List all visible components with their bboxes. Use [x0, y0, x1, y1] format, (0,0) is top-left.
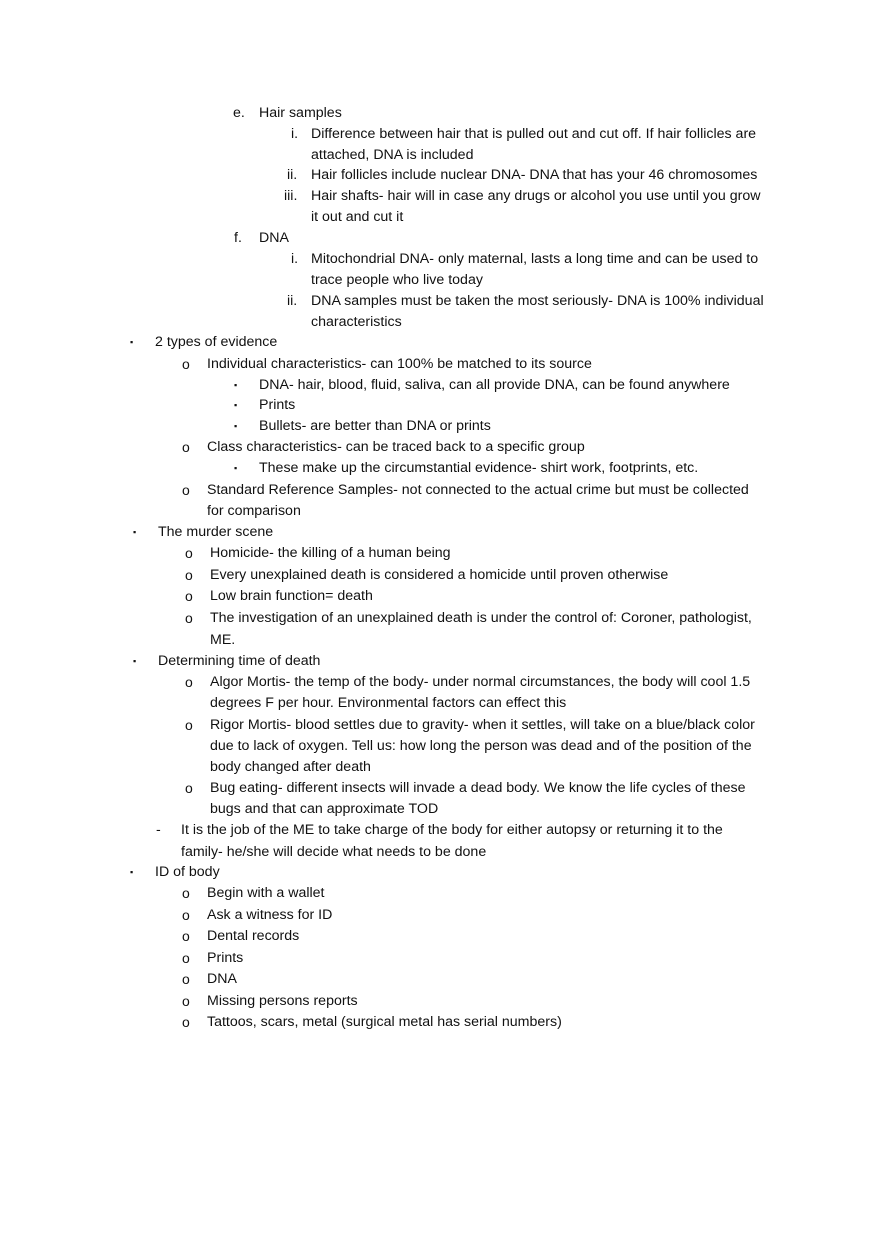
- list-item: [0, 586, 880, 607]
- circle-marker: o: [182, 439, 190, 455]
- list-item-text: ME.: [210, 632, 236, 648]
- list-item-text: Bullets- are better than DNA or prints: [259, 418, 491, 434]
- list-item-continuation: [0, 207, 880, 228]
- list-item: [0, 354, 880, 375]
- circle-marker: o: [185, 610, 193, 626]
- list-item-continuation: [0, 842, 880, 863]
- list-item: [0, 165, 880, 186]
- circle-marker: o: [185, 674, 193, 690]
- list-item: [0, 905, 880, 926]
- circle-marker: o: [182, 928, 190, 944]
- bullet-marker: ▪: [133, 527, 137, 537]
- list-item-text: Hair shafts- hair will in case any drugs or alcohol you use until you grow: [311, 188, 761, 204]
- list-item: [0, 228, 880, 249]
- list-item-continuation: [0, 312, 880, 333]
- circle-marker: o: [182, 1014, 190, 1030]
- bullet-marker: ▪: [130, 867, 134, 877]
- list-item-text: bugs and that can approximate TOD: [210, 801, 439, 817]
- list-item: [0, 332, 880, 353]
- list-item: [0, 522, 880, 543]
- list-item-text: DNA: [259, 230, 289, 246]
- list-item: [0, 458, 880, 479]
- list-item-text: Determining time of death: [158, 653, 321, 669]
- list-marker: ii.: [287, 293, 298, 309]
- list-item: [0, 249, 880, 270]
- list-marker: e.: [233, 105, 245, 121]
- bullet-marker: ▪: [234, 380, 238, 390]
- list-marker: iii.: [284, 188, 298, 204]
- list-item: [0, 480, 880, 501]
- list-marker: f.: [234, 230, 242, 246]
- list-item: [0, 608, 880, 629]
- list-item-text: The investigation of an unexplained death is under the control of: Coroner, pathologist,: [210, 610, 752, 626]
- list-item-continuation: [0, 757, 880, 778]
- list-item-text: DNA samples must be taken the most seriously- DNA is 100% individual: [311, 293, 764, 309]
- circle-marker: o: [182, 950, 190, 966]
- list-item-text: characteristics: [311, 314, 402, 330]
- list-item: [0, 672, 880, 693]
- list-item: [0, 883, 880, 904]
- list-item: [0, 375, 880, 396]
- list-item: [0, 565, 880, 586]
- list-item: [0, 820, 880, 841]
- bullet-marker: ▪: [234, 463, 238, 473]
- list-item-continuation: [0, 501, 880, 522]
- list-item: [0, 715, 880, 736]
- list-item: [0, 948, 880, 969]
- list-item-text: DNA: [207, 971, 237, 987]
- list-item-text: due to lack of oxygen. Tell us: how long the person was dead and of the position of the: [210, 738, 752, 754]
- list-item-text: Difference between hair that is pulled out and cut off. If hair follicles are: [311, 126, 757, 142]
- list-item-text: Individual characteristics- can 100% be matched to its source: [207, 356, 592, 372]
- list-item: [0, 651, 880, 672]
- list-item-text: family- he/she will decide what needs to be done: [181, 844, 487, 860]
- bullet-marker: ▪: [130, 337, 134, 347]
- list-item-text: Ask a witness for ID: [207, 907, 333, 923]
- list-item: [0, 778, 880, 799]
- list-item: [0, 926, 880, 947]
- list-item: [0, 416, 880, 437]
- list-item-text: Algor Mortis- the temp of the body- under normal circumstances, the body will cool 1.5: [210, 674, 751, 690]
- list-item: [0, 437, 880, 458]
- list-item-text: Homicide- the killing of a human being: [210, 545, 451, 561]
- list-item: [0, 991, 880, 1012]
- list-item: [0, 291, 880, 312]
- list-item-text: Low brain function= death: [210, 588, 373, 604]
- circle-marker: o: [185, 567, 193, 583]
- list-item-text: Standard Reference Samples- not connected to the actual crime but must be collected: [207, 482, 749, 498]
- list-item-text: Rigor Mortis- blood settles due to gravity- when it settles, will take on a blue/black color: [210, 717, 755, 733]
- list-item: [0, 124, 880, 145]
- list-item-text: Class characteristics- can be traced back to a specific group: [207, 439, 585, 455]
- circle-marker: o: [182, 482, 190, 498]
- list-item-continuation: [0, 736, 880, 757]
- circle-marker: o: [185, 780, 193, 796]
- list-item-text: degrees F per hour. Environmental factors can effect this: [210, 695, 567, 711]
- circle-marker: o: [182, 356, 190, 372]
- list-item-text: ID of body: [155, 864, 220, 880]
- list-item-text: Hair samples: [259, 105, 342, 121]
- list-item-text: 2 types of evidence: [155, 334, 278, 350]
- bullet-marker: ▪: [234, 400, 238, 410]
- list-item: [0, 186, 880, 207]
- list-item-text: Prints: [207, 950, 244, 966]
- list-item: [0, 543, 880, 564]
- circle-marker: o: [182, 907, 190, 923]
- circle-marker: o: [185, 717, 193, 733]
- list-item-text: body changed after death: [210, 759, 371, 775]
- list-marker: i.: [291, 251, 299, 267]
- list-item: [0, 1012, 880, 1033]
- circle-marker: o: [182, 993, 190, 1009]
- dash-marker: -: [156, 822, 161, 838]
- list-item: [0, 395, 880, 416]
- list-item-text: for comparison: [207, 503, 301, 519]
- list-marker: ii.: [287, 167, 298, 183]
- list-item: [0, 969, 880, 990]
- list-marker: i.: [291, 126, 299, 142]
- list-item-text: The murder scene: [158, 524, 274, 540]
- bullet-marker: ▪: [133, 656, 137, 666]
- list-item-continuation: [0, 799, 880, 820]
- bullet-marker: ▪: [234, 421, 238, 431]
- circle-marker: o: [185, 588, 193, 604]
- list-item-text: Bug eating- different insects will invade a dead body. We know the life cycles of these: [210, 780, 746, 796]
- list-item-text: DNA- hair, blood, fluid, saliva, can all provide DNA, can be found anywhere: [259, 377, 730, 393]
- list-item-continuation: [0, 145, 880, 166]
- list-item-text: Begin with a wallet: [207, 885, 325, 901]
- list-item-text: Hair follicles include nuclear DNA- DNA that has your 46 chromosomes: [311, 167, 758, 183]
- list-item-text: Dental records: [207, 928, 300, 944]
- list-item-text: These make up the circumstantial evidence- shirt work, footprints, etc.: [259, 460, 699, 476]
- list-item-text: Missing persons reports: [207, 993, 358, 1009]
- list-item-text: It is the job of the ME to take charge of the body for either autopsy or returning it to the: [181, 822, 723, 838]
- list-item: [0, 103, 880, 124]
- circle-marker: o: [182, 971, 190, 987]
- list-item-text: Every unexplained death is considered a homicide until proven otherwise: [210, 567, 669, 583]
- list-item-continuation: [0, 693, 880, 714]
- list-item-text: Prints: [259, 397, 296, 413]
- list-item-text: trace people who live today: [311, 272, 483, 288]
- circle-marker: o: [182, 885, 190, 901]
- list-item-text: it out and cut it: [311, 209, 404, 225]
- list-item-text: Tattoos, scars, metal (surgical metal has serial numbers): [207, 1014, 562, 1030]
- list-item-continuation: [0, 630, 880, 651]
- list-item-text: attached, DNA is included: [311, 147, 474, 163]
- list-item-continuation: [0, 270, 880, 291]
- circle-marker: o: [185, 545, 193, 561]
- list-item: [0, 862, 880, 883]
- list-item-text: Mitochondrial DNA- only maternal, lasts a long time and can be used to: [311, 251, 759, 267]
